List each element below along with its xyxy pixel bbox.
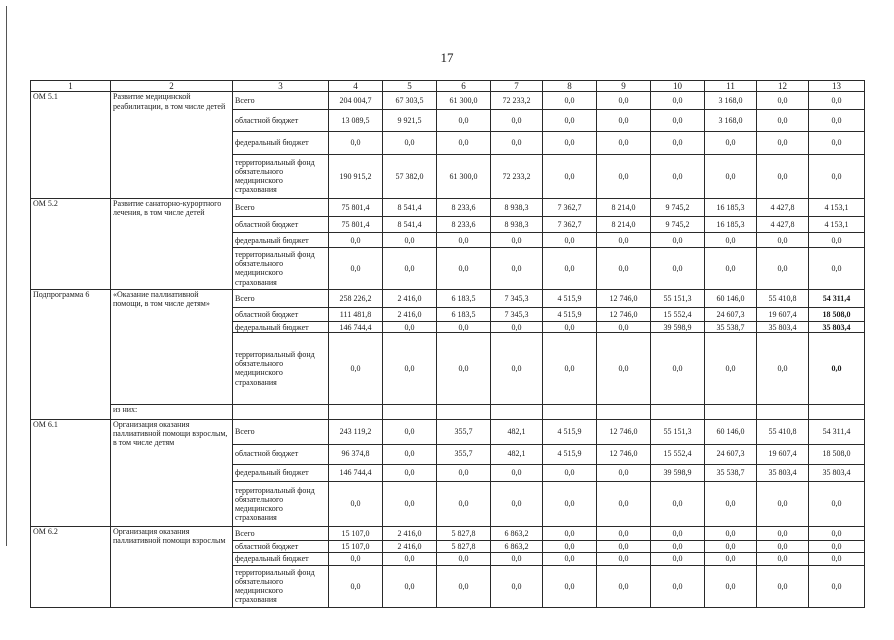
value-cell: 55 151,3 <box>651 289 705 307</box>
value-cell: 0,0 <box>383 247 437 289</box>
value-cell: 16 185,3 <box>705 216 757 233</box>
funding-source: федеральный бюджет <box>233 553 329 565</box>
value-cell: 0,0 <box>757 132 809 154</box>
value-cell: 0,0 <box>757 553 809 565</box>
program-code: ОМ 5.2 <box>31 199 111 290</box>
value-cell: 2 416,0 <box>383 307 437 321</box>
value-cell: 35 803,4 <box>809 464 865 482</box>
program-code: ОМ 6.1 <box>31 420 111 527</box>
empty-cell <box>233 404 329 420</box>
budget-table <box>30 80 865 608</box>
empty-cell <box>597 404 651 420</box>
value-cell: 0,0 <box>329 233 383 247</box>
value-cell: 4 515,9 <box>543 444 597 464</box>
value-cell: 2 416,0 <box>383 289 437 307</box>
funding-source: Всего <box>233 92 329 110</box>
program-code: Подпрограмма 6 <box>31 289 111 419</box>
value-cell: 146 744,4 <box>329 464 383 482</box>
value-cell: 24 607,3 <box>705 307 757 321</box>
funding-source: территориальный фонд обязательного медицинского страхования <box>233 482 329 526</box>
value-cell: 9 921,5 <box>383 110 437 132</box>
value-cell: 482,1 <box>491 444 543 464</box>
value-cell: 15 107,0 <box>329 541 383 553</box>
value-cell: 24 607,3 <box>705 444 757 464</box>
value-cell: 0,0 <box>757 565 809 607</box>
value-cell: 54 311,4 <box>809 420 865 444</box>
value-cell: 0,0 <box>757 110 809 132</box>
funding-source: областной бюджет <box>233 216 329 233</box>
program-name: Организация оказания паллиативной помощи взрослым <box>111 526 233 607</box>
empty-cell <box>705 404 757 420</box>
value-cell: 8 214,0 <box>597 216 651 233</box>
value-cell: 0,0 <box>437 333 491 404</box>
value-cell: 19 607,4 <box>757 307 809 321</box>
column-header: 6 <box>437 81 491 92</box>
value-cell: 0,0 <box>651 526 705 540</box>
value-cell: 355,7 <box>437 444 491 464</box>
empty-cell <box>437 404 491 420</box>
value-cell: 0,0 <box>543 333 597 404</box>
value-cell: 0,0 <box>491 322 543 333</box>
value-cell: 0,0 <box>651 482 705 526</box>
value-cell: 96 374,8 <box>329 444 383 464</box>
value-cell: 146 744,4 <box>329 322 383 333</box>
value-cell: 72 233,2 <box>491 92 543 110</box>
value-cell: 111 481,8 <box>329 307 383 321</box>
value-cell: 16 185,3 <box>705 199 757 217</box>
value-cell: 4 427,8 <box>757 216 809 233</box>
funding-source: Всего <box>233 199 329 217</box>
value-cell: 8 214,0 <box>597 199 651 217</box>
value-cell: 0,0 <box>491 233 543 247</box>
program-code: ОМ 6.2 <box>31 526 111 607</box>
column-header: 9 <box>597 81 651 92</box>
value-cell: 0,0 <box>491 464 543 482</box>
column-header: 4 <box>329 81 383 92</box>
value-cell: 0,0 <box>597 333 651 404</box>
value-cell: 0,0 <box>383 132 437 154</box>
value-cell: 0,0 <box>705 526 757 540</box>
value-cell: 75 801,4 <box>329 199 383 217</box>
value-cell: 0,0 <box>651 541 705 553</box>
empty-cell <box>651 404 705 420</box>
value-cell: 0,0 <box>597 247 651 289</box>
value-cell: 8 233,6 <box>437 216 491 233</box>
value-cell: 6 863,2 <box>491 541 543 553</box>
value-cell: 35 803,4 <box>809 322 865 333</box>
value-cell: 0,0 <box>437 110 491 132</box>
value-cell: 12 746,0 <box>597 307 651 321</box>
value-cell: 55 410,8 <box>757 420 809 444</box>
value-cell: 0,0 <box>437 464 491 482</box>
value-cell: 0,0 <box>597 154 651 198</box>
value-cell: 4 153,1 <box>809 199 865 217</box>
value-cell: 0,0 <box>437 233 491 247</box>
column-header: 1 <box>31 81 111 92</box>
value-cell: 0,0 <box>705 482 757 526</box>
value-cell: 60 146,0 <box>705 289 757 307</box>
value-cell: 0,0 <box>543 565 597 607</box>
value-cell: 35 803,4 <box>757 464 809 482</box>
value-cell: 0,0 <box>437 553 491 565</box>
value-cell: 0,0 <box>651 233 705 247</box>
value-cell: 0,0 <box>329 247 383 289</box>
value-cell: 9 745,2 <box>651 216 705 233</box>
value-cell: 12 746,0 <box>597 289 651 307</box>
value-cell: 54 311,4 <box>809 289 865 307</box>
empty-cell <box>809 404 865 420</box>
value-cell: 7 345,3 <box>491 289 543 307</box>
value-cell: 0,0 <box>651 553 705 565</box>
header-row <box>31 81 865 92</box>
value-cell: 0,0 <box>757 333 809 404</box>
value-cell: 0,0 <box>757 247 809 289</box>
value-cell: 0,0 <box>597 322 651 333</box>
value-cell: 0,0 <box>543 154 597 198</box>
value-cell: 8 541,4 <box>383 199 437 217</box>
value-cell: 0,0 <box>543 541 597 553</box>
value-cell: 9 745,2 <box>651 199 705 217</box>
value-cell: 0,0 <box>809 526 865 540</box>
value-cell: 72 233,2 <box>491 154 543 198</box>
value-cell: 0,0 <box>809 247 865 289</box>
value-cell: 15 107,0 <box>329 526 383 540</box>
table-row <box>31 289 865 307</box>
value-cell: 15 552,4 <box>651 444 705 464</box>
column-header: 3 <box>233 81 329 92</box>
table-row <box>31 199 865 217</box>
value-cell: 0,0 <box>705 132 757 154</box>
value-cell: 0,0 <box>383 444 437 464</box>
value-cell: 0,0 <box>543 110 597 132</box>
value-cell: 0,0 <box>809 154 865 198</box>
value-cell: 0,0 <box>329 333 383 404</box>
value-cell: 13 089,5 <box>329 110 383 132</box>
value-cell: 19 607,4 <box>757 444 809 464</box>
value-cell: 75 801,4 <box>329 216 383 233</box>
value-cell: 482,1 <box>491 420 543 444</box>
column-header: 2 <box>111 81 233 92</box>
value-cell: 0,0 <box>651 565 705 607</box>
program-name: Развитие медицинской реабилитации, в том числе детей <box>111 92 233 199</box>
margin-line <box>6 6 7 546</box>
funding-source: областной бюджет <box>233 444 329 464</box>
value-cell: 0,0 <box>543 92 597 110</box>
value-cell: 0,0 <box>597 565 651 607</box>
value-cell: 0,0 <box>597 553 651 565</box>
value-cell: 0,0 <box>757 92 809 110</box>
funding-source: территориальный фонд обязательного медицинского страхования <box>233 333 329 404</box>
value-cell: 0,0 <box>383 565 437 607</box>
value-cell: 355,7 <box>437 420 491 444</box>
value-cell: 35 538,7 <box>705 464 757 482</box>
value-cell: 6 863,2 <box>491 526 543 540</box>
value-cell: 0,0 <box>597 526 651 540</box>
empty-cell <box>329 404 383 420</box>
value-cell: 0,0 <box>543 233 597 247</box>
funding-source: областной бюджет <box>233 110 329 132</box>
value-cell: 0,0 <box>809 541 865 553</box>
value-cell: 0,0 <box>809 110 865 132</box>
value-cell: 0,0 <box>437 322 491 333</box>
program-code: ОМ 5.1 <box>31 92 111 199</box>
value-cell: 0,0 <box>543 482 597 526</box>
funding-source: федеральный бюджет <box>233 322 329 333</box>
value-cell: 0,0 <box>705 333 757 404</box>
value-cell: 204 004,7 <box>329 92 383 110</box>
value-cell: 55 151,3 <box>651 420 705 444</box>
value-cell: 4 153,1 <box>809 216 865 233</box>
funding-source: областной бюджет <box>233 307 329 321</box>
value-cell: 3 168,0 <box>705 92 757 110</box>
column-header: 13 <box>809 81 865 92</box>
value-cell: 35 803,4 <box>757 322 809 333</box>
value-cell: 0,0 <box>757 541 809 553</box>
value-cell: 0,0 <box>597 92 651 110</box>
value-cell: 0,0 <box>491 565 543 607</box>
value-cell: 0,0 <box>329 132 383 154</box>
value-cell: 0,0 <box>651 92 705 110</box>
value-cell: 0,0 <box>383 482 437 526</box>
page-number: 17 <box>440 50 454 65</box>
value-cell: 0,0 <box>809 233 865 247</box>
table-row <box>31 404 865 420</box>
program-name: «Оказание паллиативной помощи, в том числе детям» <box>111 289 233 404</box>
empty-cell <box>491 404 543 420</box>
funding-source: областной бюджет <box>233 541 329 553</box>
value-cell: 0,0 <box>543 526 597 540</box>
program-name: Развитие санаторно-курортного лечения, в том числе детей <box>111 199 233 290</box>
value-cell: 0,0 <box>383 553 437 565</box>
value-cell: 15 552,4 <box>651 307 705 321</box>
value-cell: 0,0 <box>651 333 705 404</box>
value-cell: 0,0 <box>809 553 865 565</box>
value-cell: 0,0 <box>651 110 705 132</box>
value-cell: 0,0 <box>437 482 491 526</box>
value-cell: 12 746,0 <box>597 444 651 464</box>
table-row <box>31 92 865 110</box>
value-cell: 18 508,0 <box>809 307 865 321</box>
program-name: Организация оказания паллиативной помощи взрослым, в том числе детям <box>111 420 233 527</box>
subitems-label: из них: <box>111 404 233 420</box>
value-cell: 0,0 <box>757 482 809 526</box>
value-cell: 0,0 <box>809 482 865 526</box>
value-cell: 0,0 <box>329 565 383 607</box>
funding-source: территориальный фонд обязательного медицинского страхования <box>233 154 329 198</box>
value-cell: 0,0 <box>809 92 865 110</box>
funding-source: территориальный фонд обязательного медицинского страхования <box>233 247 329 289</box>
value-cell: 0,0 <box>383 333 437 404</box>
value-cell: 8 938,3 <box>491 216 543 233</box>
value-cell: 0,0 <box>757 233 809 247</box>
value-cell: 0,0 <box>437 565 491 607</box>
value-cell: 12 746,0 <box>597 420 651 444</box>
value-cell: 61 300,0 <box>437 92 491 110</box>
funding-source: Всего <box>233 289 329 307</box>
value-cell: 4 515,9 <box>543 289 597 307</box>
value-cell: 0,0 <box>597 482 651 526</box>
value-cell: 0,0 <box>543 132 597 154</box>
funding-source: федеральный бюджет <box>233 132 329 154</box>
column-header: 8 <box>543 81 597 92</box>
column-header: 10 <box>651 81 705 92</box>
value-cell: 0,0 <box>597 233 651 247</box>
funding-source: федеральный бюджет <box>233 233 329 247</box>
funding-source: Всего <box>233 526 329 540</box>
value-cell: 3 168,0 <box>705 110 757 132</box>
value-cell: 0,0 <box>437 132 491 154</box>
value-cell: 0,0 <box>383 420 437 444</box>
value-cell: 18 508,0 <box>809 444 865 464</box>
value-cell: 8 938,3 <box>491 199 543 217</box>
value-cell: 0,0 <box>651 154 705 198</box>
value-cell: 0,0 <box>543 464 597 482</box>
value-cell: 0,0 <box>705 565 757 607</box>
value-cell: 0,0 <box>383 464 437 482</box>
column-header: 11 <box>705 81 757 92</box>
value-cell: 0,0 <box>705 154 757 198</box>
value-cell: 0,0 <box>437 247 491 289</box>
value-cell: 4 515,9 <box>543 307 597 321</box>
value-cell: 39 598,9 <box>651 464 705 482</box>
table-row <box>31 420 865 444</box>
value-cell: 4 515,9 <box>543 420 597 444</box>
value-cell: 7 345,3 <box>491 307 543 321</box>
value-cell: 0,0 <box>383 322 437 333</box>
value-cell: 6 183,5 <box>437 307 491 321</box>
value-cell: 190 915,2 <box>329 154 383 198</box>
value-cell: 0,0 <box>543 322 597 333</box>
value-cell: 61 300,0 <box>437 154 491 198</box>
empty-cell <box>757 404 809 420</box>
column-header: 5 <box>383 81 437 92</box>
value-cell: 60 146,0 <box>705 420 757 444</box>
value-cell: 0,0 <box>491 333 543 404</box>
empty-cell <box>543 404 597 420</box>
value-cell: 0,0 <box>597 110 651 132</box>
value-cell: 0,0 <box>597 132 651 154</box>
value-cell: 7 362,7 <box>543 216 597 233</box>
value-cell: 0,0 <box>705 541 757 553</box>
table-row <box>31 526 865 540</box>
value-cell: 0,0 <box>491 553 543 565</box>
value-cell: 0,0 <box>705 233 757 247</box>
value-cell: 2 416,0 <box>383 541 437 553</box>
value-cell: 0,0 <box>809 565 865 607</box>
value-cell: 0,0 <box>597 541 651 553</box>
value-cell: 0,0 <box>809 333 865 404</box>
value-cell: 243 119,2 <box>329 420 383 444</box>
funding-source: федеральный бюджет <box>233 464 329 482</box>
value-cell: 0,0 <box>329 482 383 526</box>
empty-cell <box>383 404 437 420</box>
value-cell: 57 382,0 <box>383 154 437 198</box>
value-cell: 0,0 <box>757 154 809 198</box>
value-cell: 0,0 <box>491 247 543 289</box>
value-cell: 5 827,8 <box>437 526 491 540</box>
value-cell: 5 827,8 <box>437 541 491 553</box>
value-cell: 0,0 <box>543 247 597 289</box>
value-cell: 0,0 <box>651 247 705 289</box>
value-cell: 0,0 <box>383 233 437 247</box>
value-cell: 0,0 <box>491 132 543 154</box>
value-cell: 0,0 <box>491 110 543 132</box>
value-cell: 6 183,5 <box>437 289 491 307</box>
value-cell: 8 541,4 <box>383 216 437 233</box>
value-cell: 8 233,6 <box>437 199 491 217</box>
column-header: 7 <box>491 81 543 92</box>
value-cell: 0,0 <box>705 247 757 289</box>
value-cell: 0,0 <box>705 553 757 565</box>
value-cell: 0,0 <box>491 482 543 526</box>
value-cell: 0,0 <box>809 132 865 154</box>
value-cell: 4 427,8 <box>757 199 809 217</box>
value-cell: 35 538,7 <box>705 322 757 333</box>
value-cell: 0,0 <box>757 526 809 540</box>
funding-source: Всего <box>233 420 329 444</box>
value-cell: 0,0 <box>597 464 651 482</box>
value-cell: 258 226,2 <box>329 289 383 307</box>
value-cell: 0,0 <box>651 132 705 154</box>
column-header: 12 <box>757 81 809 92</box>
value-cell: 39 598,9 <box>651 322 705 333</box>
value-cell: 0,0 <box>329 553 383 565</box>
value-cell: 0,0 <box>543 553 597 565</box>
value-cell: 67 303,5 <box>383 92 437 110</box>
value-cell: 7 362,7 <box>543 199 597 217</box>
value-cell: 55 410,8 <box>757 289 809 307</box>
funding-source: территориальный фонд обязательного медицинского страхования <box>233 565 329 607</box>
value-cell: 2 416,0 <box>383 526 437 540</box>
